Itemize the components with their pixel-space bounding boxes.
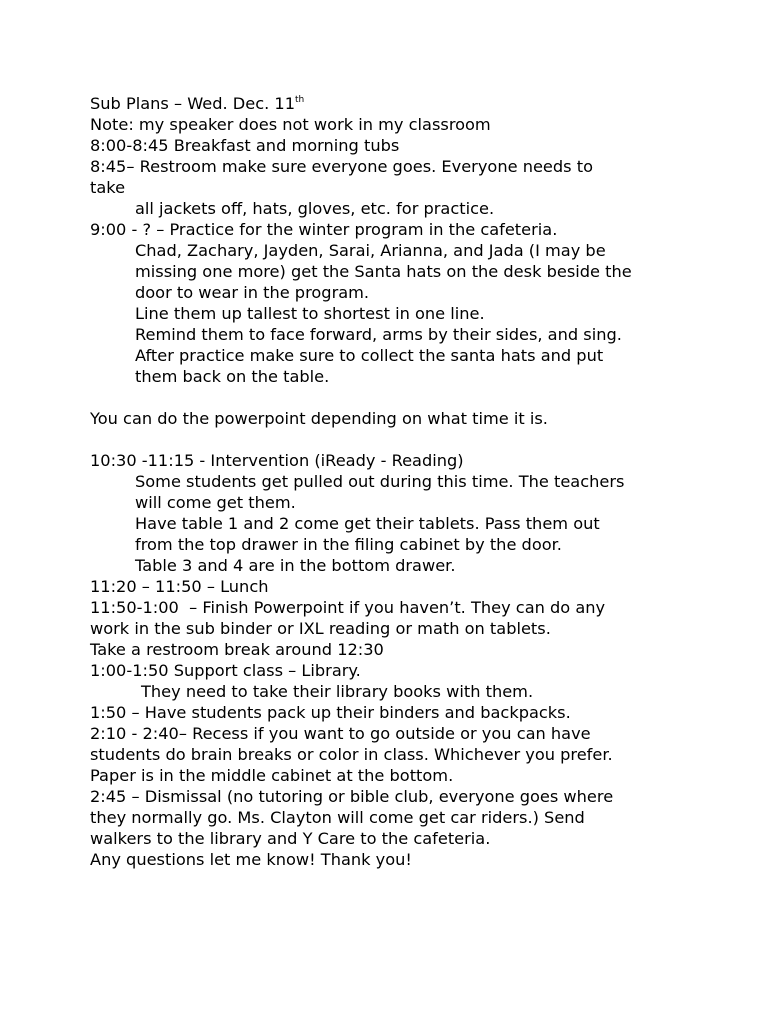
schedule-library: 1:00-1:50 Support class – Library.: [90, 661, 361, 680]
document-title-text: Sub Plans – Wed. Dec. 11: [90, 94, 296, 113]
blank-line: [90, 387, 690, 408]
schedule-powerpoint-cont: work in the sub binder or IXL reading or math on tablets.: [90, 619, 551, 638]
schedule-dismissal-cont-1: they normally go. Ms. Clayton will come get car riders.) Send: [90, 808, 585, 827]
schedule-restroom-detail: all jackets off, hats, gloves, etc. for practice.: [135, 199, 495, 218]
intervention-detail-3: Have table 1 and 2 come get their tablets. Pass them out: [135, 514, 600, 533]
intervention-detail-2: will come get them.: [135, 493, 296, 512]
intervention-detail-4: from the top drawer in the filing cabinet by the door.: [135, 535, 562, 554]
document-title: [90, 93, 690, 114]
schedule-recess-cont: students do brain breaks or color in class. Whichever you prefer.: [90, 745, 613, 764]
speaker-note: Note: my speaker does not work in my classroom: [90, 115, 491, 134]
document-title-superscript: th: [295, 95, 305, 105]
schedule-breakfast: 8:00-8:45 Breakfast and morning tubs: [90, 136, 400, 155]
schedule-recess: 2:10 - 2:40– Recess if you want to go outside or you can have: [90, 724, 591, 743]
closing-note: Any questions let me know! Thank you!: [90, 850, 412, 869]
schedule-restroom-cont: take: [90, 178, 126, 197]
library-detail: They need to take their library books with them.: [141, 682, 534, 701]
schedule-dismissal-cont-2: walkers to the library and Y Care to the cafeteria.: [90, 829, 491, 848]
practice-detail-1: Chad, Zachary, Jayden, Sarai, Arianna, and Jada (I may be: [135, 241, 606, 260]
sub-plans-document: [90, 93, 690, 870]
intervention-detail-5: Table 3 and 4 are in the bottom drawer.: [135, 556, 456, 575]
powerpoint-note: You can do the powerpoint depending on what time it is.: [90, 409, 548, 428]
blank-line: [90, 429, 690, 450]
practice-detail-5: Remind them to face forward, arms by their sides, and sing.: [135, 325, 622, 344]
schedule-pack-up: 1:50 – Have students pack up their binders and backpacks.: [90, 703, 571, 722]
schedule-practice: 9:00 - ? – Practice for the winter program in the cafeteria.: [90, 220, 558, 239]
practice-detail-4: Line them up tallest to shortest in one line.: [135, 304, 485, 323]
practice-detail-7: them back on the table.: [135, 367, 330, 386]
practice-detail-2: missing one more) get the Santa hats on the desk beside the: [135, 262, 632, 281]
schedule-dismissal: 2:45 – Dismissal (no tutoring or bible club, everyone goes where: [90, 787, 614, 806]
paper-note: Paper is in the middle cabinet at the bottom.: [90, 766, 454, 785]
schedule-powerpoint: 11:50-1:00 – Finish Powerpoint if you haven’t. They can do any: [90, 598, 606, 617]
restroom-break-note: Take a restroom break around 12:30: [90, 640, 384, 659]
intervention-detail-1: Some students get pulled out during this time. The teachers: [135, 472, 625, 491]
schedule-restroom: 8:45– Restroom make sure everyone goes. Everyone needs to: [90, 157, 593, 176]
practice-detail-6: After practice make sure to collect the santa hats and put: [135, 346, 604, 365]
practice-detail-3: door to wear in the program.: [135, 283, 370, 302]
schedule-lunch: 11:20 – 11:50 – Lunch: [90, 577, 269, 596]
schedule-intervention: 10:30 -11:15 - Intervention (iReady - Reading): [90, 451, 464, 470]
